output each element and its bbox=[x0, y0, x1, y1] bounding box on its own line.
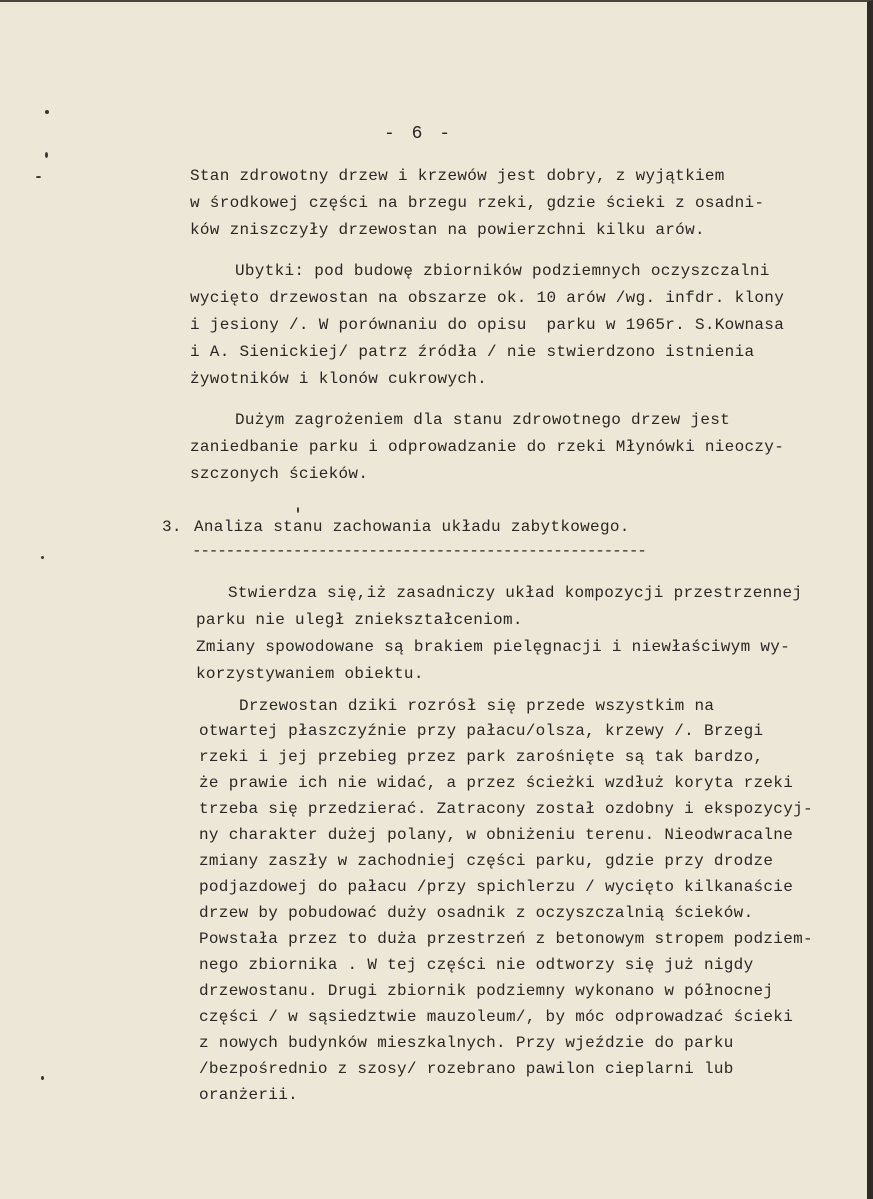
text-line: zaniedbanie parku i odprowadzanie do rzeki Młynówki nieoczy- bbox=[190, 438, 785, 456]
margin-speck bbox=[41, 1076, 44, 1080]
text-line: otwartej płaszczyźnie przy pałacu/olsza, krzewy /. Brzegi bbox=[199, 722, 764, 740]
text-line: drzew by pobudować duży osadnik z oczyszczalnią ścieków. bbox=[199, 904, 754, 922]
text-line: ków zniszczyły drzewostan na powierzchni kilku arów. bbox=[190, 221, 705, 239]
text-line: Stwierdza się,iż zasadniczy układ kompozycji przestrzennej bbox=[228, 584, 803, 602]
text-line: Dużym zagrożeniem dla stanu zdrowotnego drzew jest bbox=[235, 411, 731, 429]
section-underline: ------------------------------------------------------ bbox=[192, 542, 646, 558]
section-title: Analiza stanu zachowania układu zabytkowego. bbox=[194, 518, 630, 536]
text-line: części / w sąsiedztwie mauzoleum/, by móc odprowadzać ścieki bbox=[199, 1008, 794, 1026]
text-line: parku nie uległ zniekształceniom. bbox=[196, 611, 523, 629]
text-line: nego zbiornika . W tej części nie odtworzy się już nigdy bbox=[199, 956, 754, 974]
text-line: żywotników i klonów cukrowych. bbox=[190, 370, 488, 388]
text-line: /bezpośrednio z szosy/ rozebrano pawilon cieplarni lub bbox=[199, 1060, 734, 1078]
text-line: i A. Sienickiej/ patrz źródła / nie stwierdzono istnienia bbox=[190, 343, 755, 361]
section-number: 3. bbox=[162, 518, 182, 536]
text-line: rzeki i jej przebieg przez park zarośnięte są tak bardzo, bbox=[199, 748, 764, 766]
text-line: Zmiany spowodowane są brakiem pielęgnacji i niewłaściwym wy- bbox=[196, 638, 791, 656]
document-body bbox=[0, 2, 860, 1104]
text-line: zmiany zaszły w zachodniej części parku, gdzie przy drodze bbox=[199, 852, 774, 870]
text-line: oranżerii. bbox=[199, 1086, 299, 1104]
text-line: Powstała przez to duża przestrzeń z betonowym stropem podziem- bbox=[199, 930, 813, 948]
page-number: - 6 - bbox=[384, 124, 454, 144]
text-line: z nowych budynków mieszkalnych. Przy wjeździe do parku bbox=[199, 1034, 734, 1052]
text-line: że prawie ich nie widać, a przez ścieżki wzdłuż koryta rzeki bbox=[199, 774, 794, 792]
text-line: i jesiony /. W porównaniu do opisu parku w 1965r. S.Kownasa bbox=[190, 316, 785, 334]
text-line: Ubytki: pod budowę zbiorników podziemnych oczyszczalni bbox=[235, 262, 770, 280]
text-line: wycięto drzewostan na obszarze ok. 10 arów /wg. infdr. klony bbox=[190, 289, 785, 307]
text-line: podjazdowej do pałacu /przy spichlerzu / wycięto kilkanaście bbox=[199, 878, 794, 896]
text-line: korzystywaniem obiektu. bbox=[196, 665, 424, 683]
text-line: szczonych ścieków. bbox=[190, 465, 369, 483]
text-line: trzeba się przedzierać. Zatracony został ozdobny i ekspozycyj- bbox=[199, 800, 813, 818]
text-line: Stan zdrowotny drzew i krzewów jest dobry, z wyjątkiem bbox=[190, 167, 725, 185]
text-line: Drzewostan dziki rozrósł się przede wszystkim na bbox=[239, 697, 715, 715]
text-line: ny charakter dużej polany, w obniżeniu terenu. Nieodwracalne bbox=[199, 826, 794, 844]
text-line: w środkowej części na brzegu rzeki, gdzie ścieki z osadni- bbox=[190, 194, 765, 212]
text-line: drzewostanu. Drugi zbiornik podziemny wykonano w północnej bbox=[199, 982, 774, 1000]
